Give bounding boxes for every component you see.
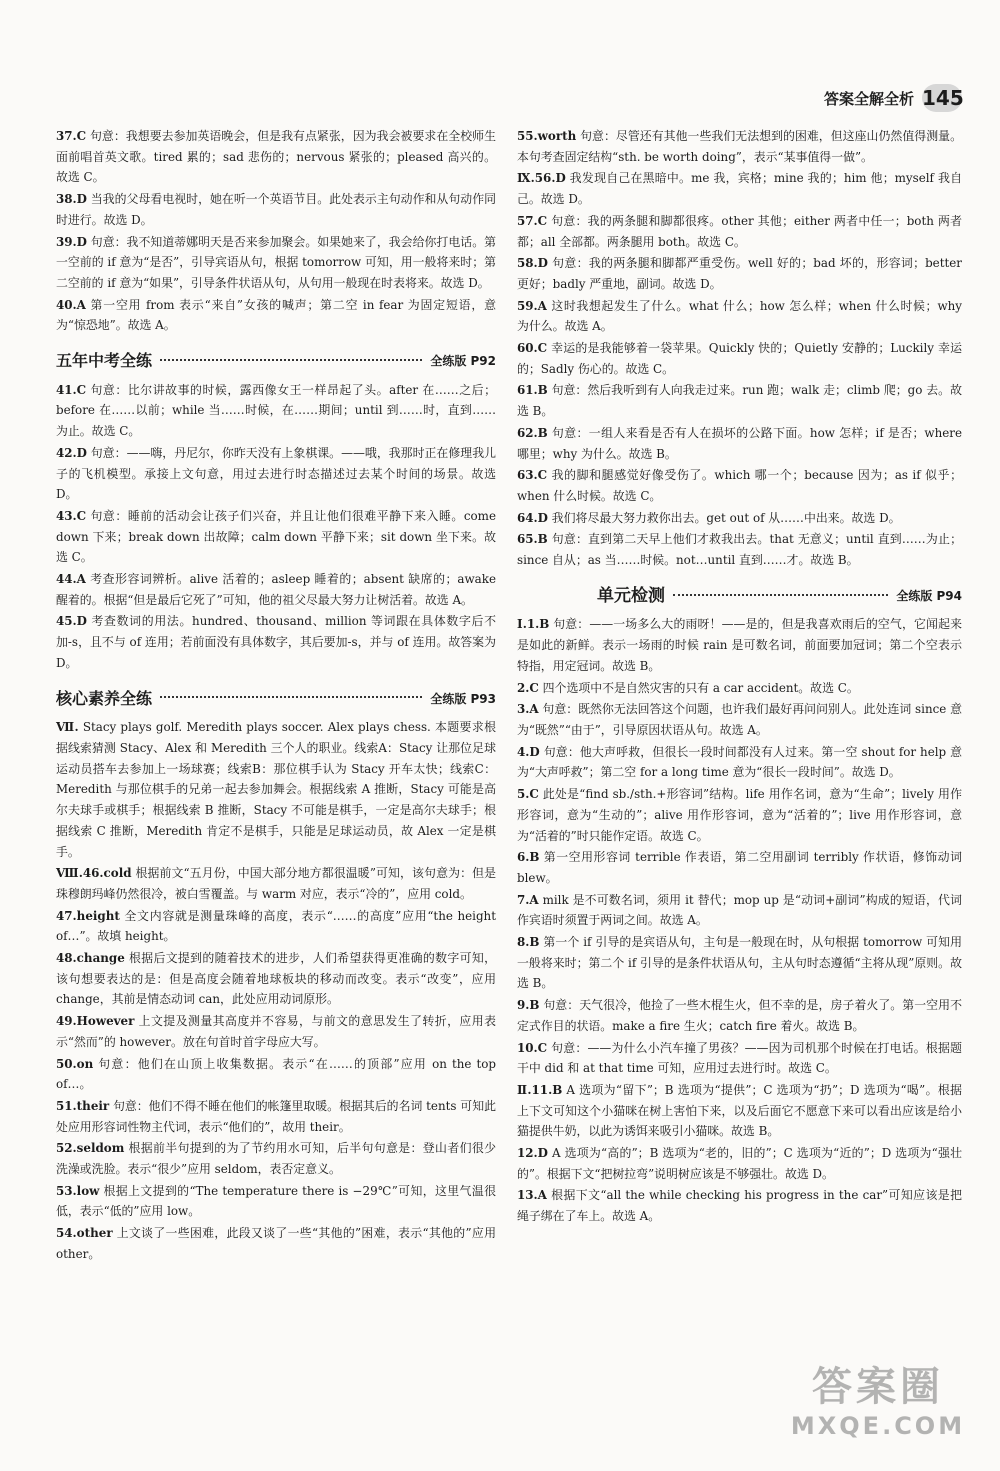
answer-explanation: A 选项为“高的”；B 选项为“老的，旧的”；C 选项为“近的”；D 选项为“强壮的”。根据下文“把树拉弯”说明树应该是不够强壮。故选 D。 xyxy=(517,1146,962,1181)
answer-number: 55.worth xyxy=(517,129,577,143)
answer-entry xyxy=(517,338,962,379)
answer-explanation: 句意：我想要去参加英语晚会，但是我有点紧张，因为我会被要求在全校师生面前唱首英文歌。tired 累的；sad 悲伤的；nervous 紧张的；pleased 高兴的。故选 C。 xyxy=(56,129,496,185)
answer-explanation: 句意：直到第二天早上他们才救我出去。that 无意义；until 直到……为止；since 自从；as 当……时候。not…until 直到……才。故选 B。 xyxy=(517,532,962,568)
answer-entry xyxy=(56,506,496,568)
answer-explanation: 根据后文提到的随着技术的进步，人们希望获得更准确的数字可知，该句想要表达的是：但是高度会随着地球板块的移动而改变。表示“改变”，应用 change，其前是情态动词 can，此处应用动词原形。 xyxy=(56,951,496,1007)
answer-number: 45.D xyxy=(56,614,87,629)
answer-number: 43.C xyxy=(56,508,87,523)
answer-number: 58.D xyxy=(517,256,548,271)
answer-explanation: 句意：他们在山顶上收集数据。表示“在……的顶部”应用 on the top of…。 xyxy=(56,1056,496,1092)
section-header-five-year xyxy=(56,351,496,372)
answer-explanation: 根据前半句提到的为了节约用水可知，后半句句意是：登山者们很少洗澡或洗脸。表示“很少”应用 seldom，表否定意义。 xyxy=(56,1141,496,1177)
watermark-logo xyxy=(778,1355,978,1455)
answer-entry xyxy=(56,1096,496,1137)
answer-entry xyxy=(517,847,962,888)
answer-explanation: 根据前文“五月份，中国大部分地方都很温暖”可知，该句意为：但是珠穆朗玛峰仍然很冷，被白雪覆盖。与 warm 对应，表示“冷的”，应用 cold。 xyxy=(56,866,496,901)
answer-number: 62.B xyxy=(517,425,548,440)
answer-entry xyxy=(517,253,962,294)
answer-number: 54.other xyxy=(56,1226,113,1241)
answer-number: 39.D xyxy=(56,234,87,249)
answer-number: Ⅰ.1.B xyxy=(517,617,550,632)
answer-explanation: 幸运的是我能够着一袋苹果。Quickly 快的；Quietly 安静的；Luckily 幸运的；Sadly 伤心的。故选 C。 xyxy=(517,341,962,376)
answer-entry xyxy=(56,906,496,947)
answer-number: 13.A xyxy=(517,1188,547,1203)
answer-number: 60.C xyxy=(517,341,548,356)
section-ref: 全练版 P94 xyxy=(896,588,962,603)
answer-explanation: 四个选项中不是自然灾害的只有 a car accident。故选 C。 xyxy=(538,680,859,695)
answer-entry xyxy=(56,295,496,336)
left-column xyxy=(56,126,496,1266)
watermark-url: MXQE.COM xyxy=(790,1412,966,1440)
answer-explanation: A 选项为“留下”；B 选项为“提供”；C 选项为“扔”；D 选项为“喝”。根据上下文可知这个小猫咪在树上害怕下来，以及后面它不愿意下来可以看出应该是给小猫提供牛奶，以此为诱饵来吸引小猫咪。故选 B。 xyxy=(517,1082,962,1139)
answer-explanation: 考查形容词辨析。alive 活着的；asleep 睡着的；absent 缺席的；awake 醒着的。根据“但是最后它死了”可知，他的祖父尽最大努力让树活着。故选 A。 xyxy=(56,572,496,607)
answer-explanation: 全文内容就是测量珠峰的高度，表示“……的高度”应用“the height of…”。故填 height。 xyxy=(56,908,496,944)
header-title: 答案全解全析 xyxy=(823,89,914,108)
answer-number: 51.their xyxy=(56,1098,110,1113)
answer-entry xyxy=(56,189,496,230)
answer-entry xyxy=(56,443,496,505)
answer-number: 12.D xyxy=(517,1146,548,1161)
answer-explanation: 句意：——嗨，丹尼尔，你昨天没有上象棋课。——哦，我那时正在修理我儿子的飞机模型。承接上文句意，用过去进行时态描述过去某个时间的场景。故选 D。 xyxy=(56,445,496,502)
answer-explanation: 这时我想起发生了什么。what 什么；how 怎么样；when 什么时候；why 为什么。故选 A。 xyxy=(517,298,962,334)
answer-explanation: 上文提及测量其高度并不容易，与前文的意思发生了转折，应用表示“然而”的 however。放在句首时首字母应大写。 xyxy=(56,1014,496,1049)
answer-explanation: 上文谈了一些困难，此段又谈了一些“其他的”困难，表示“其他的”应用 other。 xyxy=(56,1226,496,1261)
answer-entry xyxy=(517,126,962,167)
answer-explanation: 根据上文提到的“The temperature there is −29℃”可知，这里气温很低，表示“低的”应用 low。 xyxy=(56,1183,496,1219)
answer-number: 57.C xyxy=(517,213,548,228)
answer-number: 52.seldom xyxy=(56,1141,125,1156)
answer-entry xyxy=(517,465,962,506)
answer-entry xyxy=(517,508,962,529)
answer-explanation: 当我的父母看电视时，她在听一个英语节目。此处表示主句动作和从句动作同时进行。故选 D。 xyxy=(56,192,496,227)
section-header-core-literacy xyxy=(56,689,496,710)
answer-explanation: 句意：然后我听到有人向我走过来。run 跑；walk 走；climb 爬；go 去。故选 B。 xyxy=(517,383,962,419)
answer-explanation: 我的脚和腿感觉好像受伤了。which 哪一个；because 因为；as if 似乎；when 什么时候。故选 C。 xyxy=(517,468,962,503)
answer-entry xyxy=(517,742,962,783)
answer-entry xyxy=(56,1011,496,1052)
answer-explanation: 句意：我不知道蒂娜明天是否来参加聚会。如果她来了，我会给你打电话。第一空前的 if 意为“是否”，引导宾语从句，根据 tomorrow 可知，用一般将来时；第二空前的 if 意为“如果”，引导条件状语从句，从句用一般现在时表将来。故选 D。 xyxy=(56,234,496,290)
left-entries-c xyxy=(56,717,496,1264)
answer-entry xyxy=(517,614,962,676)
answer-number: 10.C xyxy=(517,1040,548,1055)
answer-explanation: 句意：既然你无法回答这个问题，也许我们最好再问问别人。此处连词 since 意为“既然”“由于”，引导原因状语从句。故选 A。 xyxy=(517,702,962,737)
answer-number: 9.B xyxy=(517,998,540,1013)
section-ref: 全练版 P92 xyxy=(430,354,496,369)
answer-explanation: 句意：——一场多么大的雨呀！——是的，但是我喜欢雨后的空气，它闻起来是如此的新鲜。表示一场雨的时候 rain 是可数名词，前面要加冠词；第二个空表示特指，用定冠词。故选 B。 xyxy=(517,617,962,673)
answer-entry xyxy=(56,1181,496,1222)
answer-entry xyxy=(517,1143,962,1184)
answer-explanation: 句意：他们不得不睡在他们的帐篷里取暖。根据其后的名词 tents 可知此处应用形容词性物主代词，表示“他们的”，故用 their。 xyxy=(56,1098,496,1134)
answer-explanation: 句意：他大声呼救，但很长一段时间都没有人过来。第一空 shout for help 意为“大声呼救”；第二空 for a long time 意为“很长一段时间”。故选 D。 xyxy=(517,744,962,780)
answer-entry xyxy=(56,1223,496,1264)
answer-number: 40.A xyxy=(56,297,86,312)
answer-explanation: 句意：天气很冷，他捡了一些木棍生火，但不幸的是，房子着火了。第一空用不定式作目的状语。make a fire 生火；catch fire 着火。故选 B。 xyxy=(517,998,962,1033)
answer-entry xyxy=(517,784,962,846)
answer-number: 38.D xyxy=(56,192,87,207)
section-ref: 全练版 P93 xyxy=(430,691,496,706)
answer-explanation: 句意：——为什么小汽车撞了男孩？——因为司机那个时候在打电话。根据题干中 did 和 at that time 可知，应用过去进行时。故选 C。 xyxy=(517,1040,962,1076)
answer-explanation: 我发现自己在黑暗中。me 我，宾格；mine 我的；him 他；myself 我自己。故选 D。 xyxy=(517,171,963,207)
watermark-text: 答案圈 xyxy=(812,1364,944,1410)
section-title: 核心素养全练 xyxy=(56,688,153,708)
right-entries-b xyxy=(517,614,962,1226)
page-number: 145 xyxy=(922,86,964,110)
answer-explanation: 我们将尽最大努力救你出去。get out of 从……中出来。故选 D。 xyxy=(548,510,901,525)
answer-number: Ⅷ.46.cold xyxy=(56,866,132,881)
answer-entry xyxy=(56,1054,496,1095)
answer-entry xyxy=(517,890,962,931)
answer-explanation: 根据下文“all the while checking his progress in the car”可知应该是把绳子绑在了车上。故选 A。 xyxy=(517,1188,962,1224)
section-header-unit-test xyxy=(517,586,962,607)
answer-explanation: 句意：我的两条腿和脚都严重受伤。well 好的；bad 坏的，形容词；better 更好；badly 严重地，副词。故选 D。 xyxy=(517,256,962,291)
answer-number: Ⅸ.56.D xyxy=(517,171,566,186)
answer-explanation: 句意：我的两条腿和脚都很疼。other 其他；either 两者中任一；both 两者都；all 全部都。两条腿用 both。故选 C。 xyxy=(517,213,962,249)
answer-explanation: 第一空用形容词 terrible 作表语，第二空用副词 terribly 作状语，修饰动词 blew。 xyxy=(517,850,962,885)
answer-number: 8.B xyxy=(517,935,540,950)
answer-explanation: 句意：睡前的活动会让孩子们兴奋，并且让他们很难平静下来入睡。come down 下来；break down 出故障；calm down 平静下来；sit down 坐下来。故选 C。 xyxy=(56,508,496,565)
answer-explanation: 此处是“find sb./sth.+形容词”结构。life 用作名词，意为“生命”；lively 用作形容词，意为“生动的”；alive 用作形容词，意为“活着的”；live 用作形容词，意为“活着的”时只能作定语。故选 C。 xyxy=(517,787,962,843)
answer-number: Ⅱ.11.B xyxy=(517,1082,563,1097)
answer-entry xyxy=(517,423,962,464)
section-title: 单元检测 xyxy=(597,585,665,606)
page-header xyxy=(824,84,962,112)
answer-entry xyxy=(56,126,496,188)
answer-entry xyxy=(517,211,962,252)
answer-entry xyxy=(56,232,496,294)
answer-entry xyxy=(517,1038,962,1079)
answer-entry xyxy=(517,380,962,421)
answer-explanation: Stacy plays golf. Meredith plays soccer. Alex plays chess. 本题要求根据线索猜测 Stacy、Alex 和 Meredith 三个人的职业。线索A：Stacy 让那位足球运动员搭车去参加上一场球赛；线索B：那位棋手认为 Stacy 开车太快；线索C：Meredith 与那位棋手的兄弟一起去参加舞会。根据线索 A 推断，Stacy 可能是高尔夫球手或棋手；根据线索 B 推断，Stacy 不可能是棋手，一定是高尔夫球手；根据线索 C 推断，Meredith 肯定不是棋手，只能是足球运动员，故 Alex 一定是棋手。 xyxy=(56,720,496,859)
answer-explanation: 句意：一组人来看是否有人在损坏的公路下面。how 怎样；if 是否；where 哪里；why 为什么。故选 B。 xyxy=(517,425,962,461)
answer-entry xyxy=(56,948,496,1010)
answer-explanation: 句意：尽管还有其他一些我们无法想到的困难，但这座山仍然值得测量。本句考查固定结构“sth. be worth doing”，表示“某事值得一做”。 xyxy=(517,129,962,164)
answer-explanation: 考查数词的用法。hundred、thousand、million 等词跟在具体数字后不加-s，且不与 of 连用；若前面没有具体数字，其后要加-s，并与 of 连用。故答案为 D。 xyxy=(56,614,496,670)
right-column xyxy=(517,126,962,1228)
answer-number: 50.on xyxy=(56,1056,94,1071)
answer-number: 7.A xyxy=(517,892,539,907)
answer-number: 37.C xyxy=(56,129,87,143)
answer-number: 47.height xyxy=(56,908,120,923)
answer-entry xyxy=(517,1185,962,1226)
answer-number: 5.C xyxy=(517,787,539,802)
answer-number: 6.B xyxy=(517,850,540,865)
answer-explanation: 第一空用 from 表示“来自”女孩的喊声；第二空 in fear 为固定短语，意为“惊恐地”。故选 A。 xyxy=(56,297,496,333)
answer-number: 59.A xyxy=(517,298,547,313)
answer-number: 64.D xyxy=(517,510,548,525)
section-title: 五年中考全练 xyxy=(56,351,153,371)
answer-entry xyxy=(517,529,962,570)
answer-number: 41.C xyxy=(56,382,87,397)
dotted-leader xyxy=(673,594,888,596)
answer-entry xyxy=(517,995,962,1036)
left-entries-a xyxy=(56,126,496,336)
answer-explanation: 句意：比尔讲故事的时候，露西像女王一样昂起了头。after 在……之后；before 在……以前；while 当……时候，在……期间；until 到……时，直到……为止。故选 C。 xyxy=(56,382,496,439)
answer-number: 4.D xyxy=(517,744,540,759)
answer-entry xyxy=(56,569,496,610)
answer-entry xyxy=(517,932,962,994)
answer-number: Ⅶ. xyxy=(56,720,79,735)
answer-entry xyxy=(56,380,496,442)
right-entries-a xyxy=(517,126,962,571)
answer-entry xyxy=(517,168,962,209)
answer-number: 63.C xyxy=(517,468,548,483)
dotted-leader xyxy=(160,696,422,698)
answer-entry xyxy=(56,1138,496,1179)
answer-number: 48.change xyxy=(56,951,125,966)
answer-explanation: milk 是不可数名词，须用 it 替代；mop up 是“动词+副词”构成的短语，代词作宾语时须置于两词之间。故选 A。 xyxy=(517,892,962,928)
answer-number: 53.low xyxy=(56,1183,100,1198)
answer-number: 42.D xyxy=(56,445,87,460)
answer-entry xyxy=(517,699,962,740)
answer-number: 49.However xyxy=(56,1014,135,1029)
answer-entry xyxy=(56,611,496,673)
answer-number: 2.C xyxy=(517,680,539,695)
answer-number: 44.A xyxy=(56,572,86,587)
answer-explanation: 第一个 if 引导的是宾语从句，主句是一般现在时，从句根据 tomorrow 可知用一般将来时；第二个 if 引导的是条件状语从句，主从句时态遵循“主将从现”原则。故选 B。 xyxy=(517,935,962,991)
answer-entry xyxy=(56,717,496,862)
answer-number: 61.B xyxy=(517,383,548,398)
answer-entry xyxy=(517,296,962,337)
answer-entry xyxy=(517,1080,962,1142)
answer-number: 3.A xyxy=(517,702,539,717)
answer-entry xyxy=(56,863,496,904)
dotted-leader xyxy=(160,359,422,361)
answer-number: 65.B xyxy=(517,532,548,547)
answer-entry xyxy=(517,678,962,699)
left-entries-b xyxy=(56,380,496,674)
